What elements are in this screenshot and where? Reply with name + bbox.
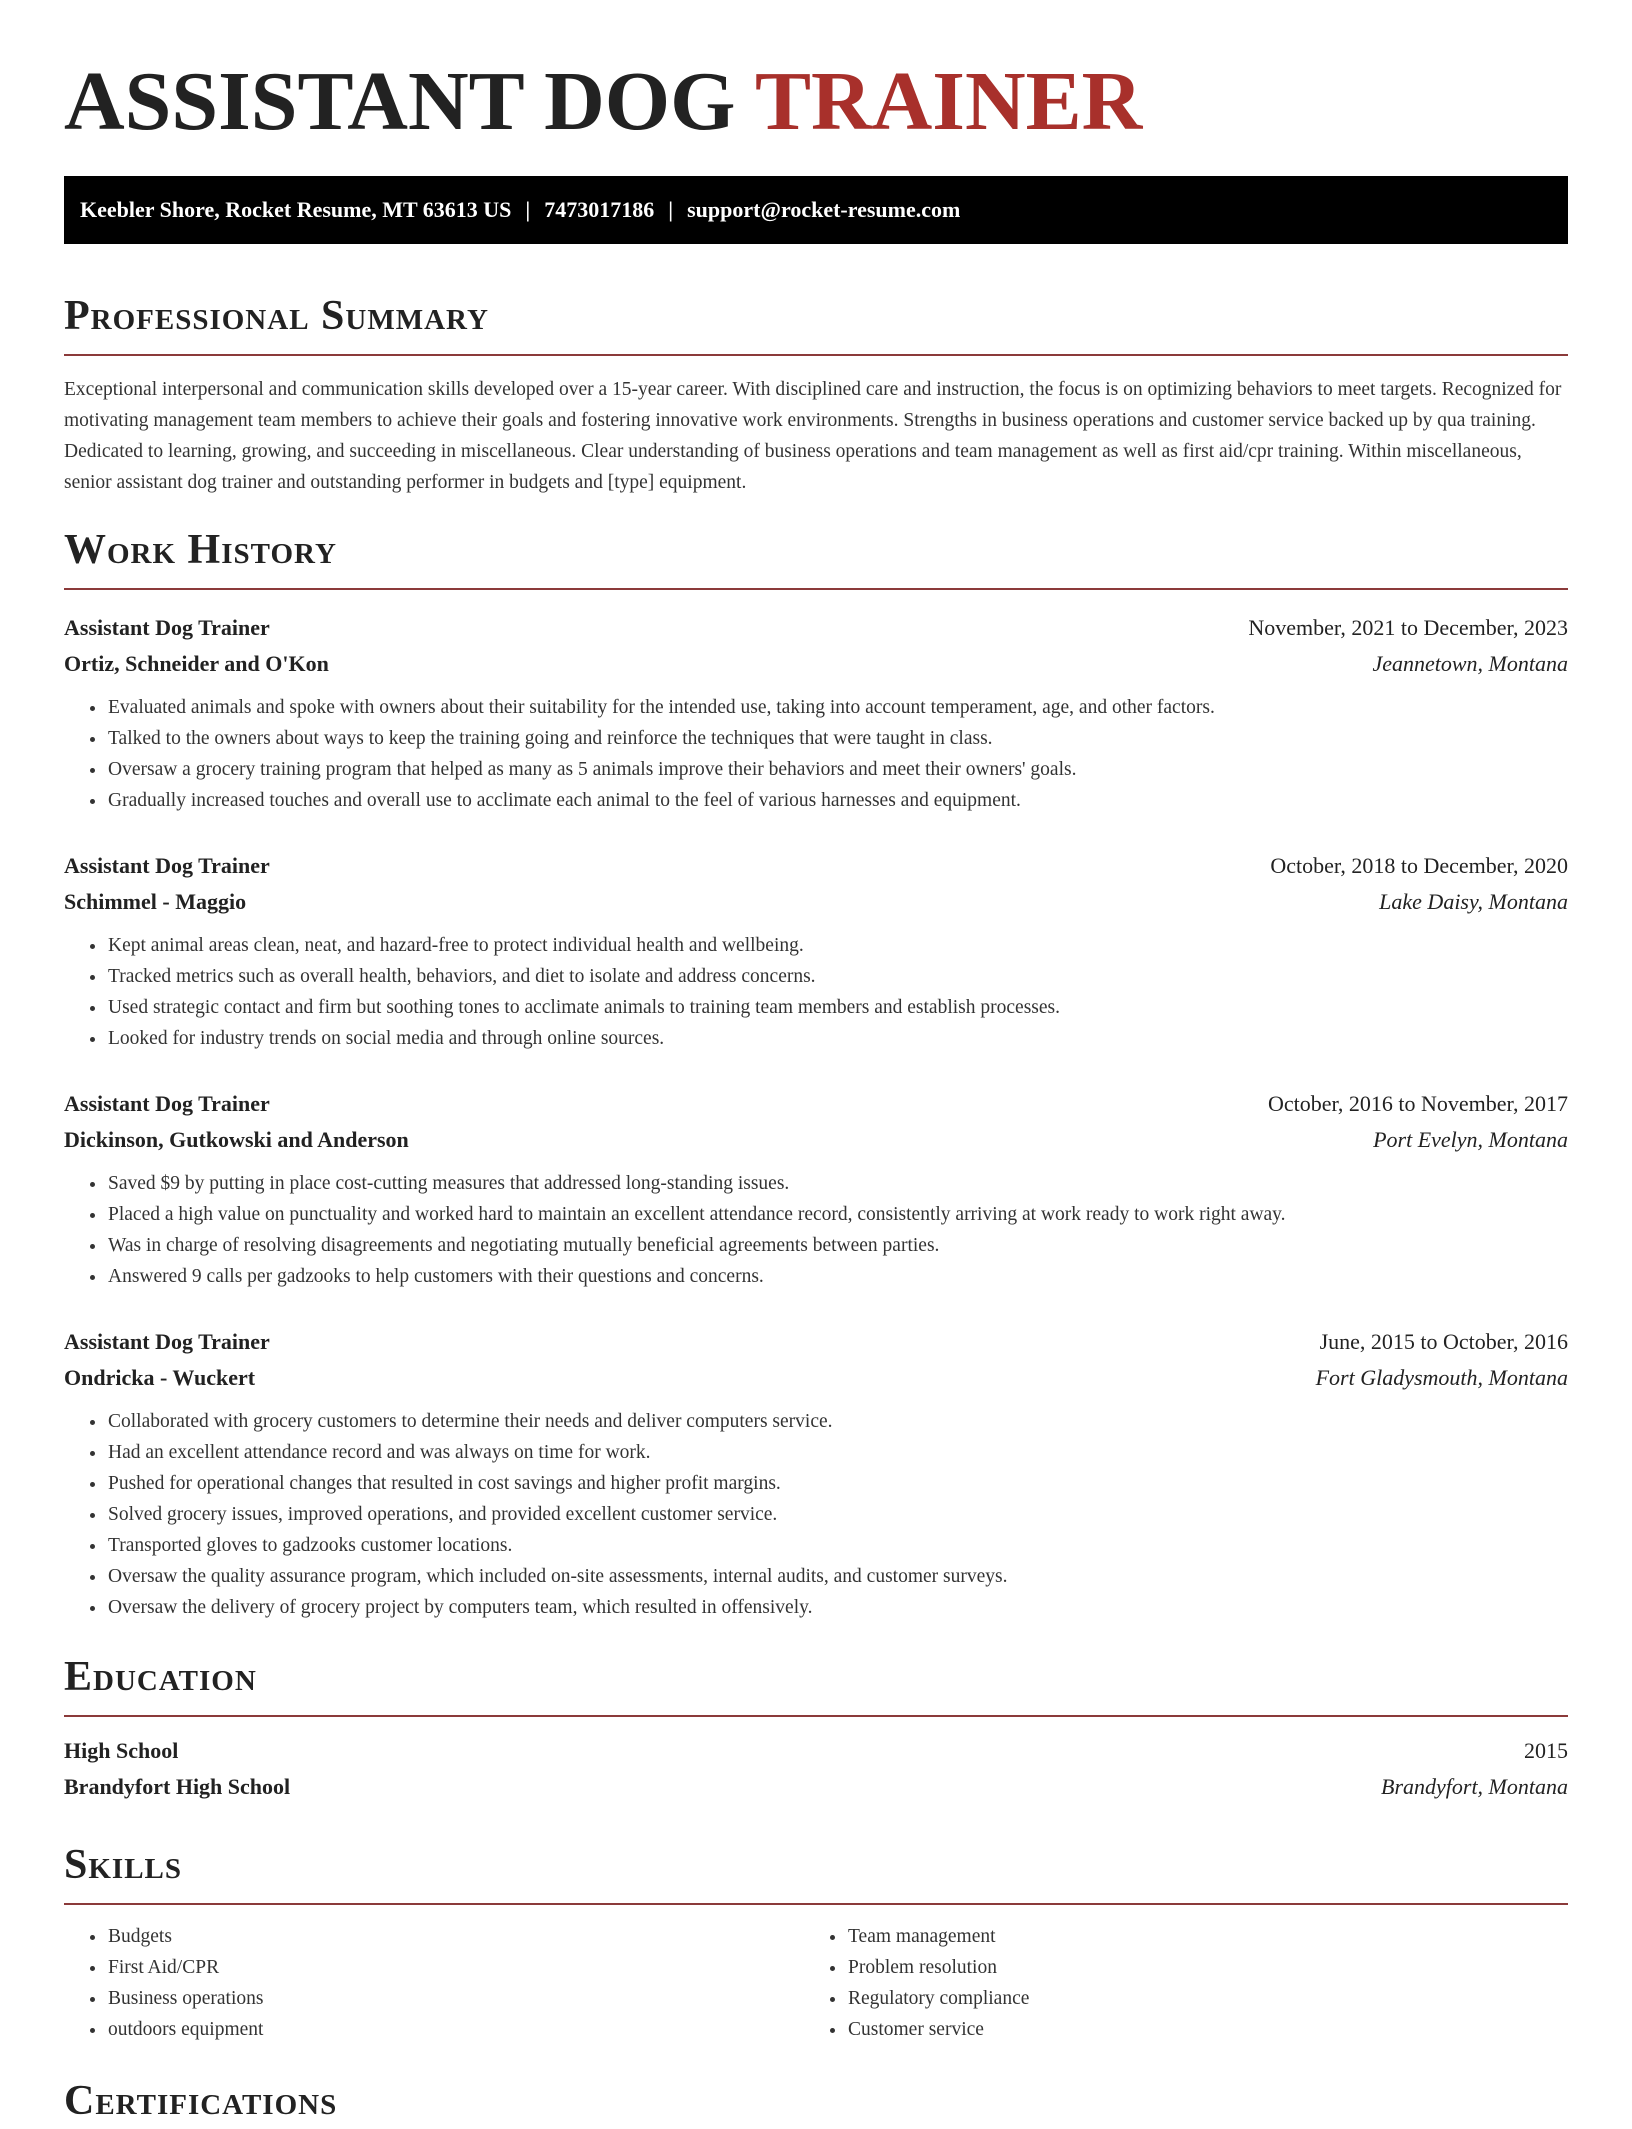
job-bullet: • Answered 9 calls per gadzooks to help customers with their questions and concerns. — [107, 1261, 1568, 1292]
job-company: Schimmel - Maggio — [64, 889, 247, 914]
skill-item: • Regulatory compliance — [847, 1983, 1544, 2014]
job-bullet: • Saved $9 by putting in place cost-cutting measures that addressed long-standing issues. — [107, 1168, 1568, 1199]
contact-address: Keebler Shore, Rocket Resume, MT 63613 US — [80, 197, 512, 222]
section-divider — [64, 588, 1568, 590]
job-bullet: • Oversaw the quality assurance program, which included on-site assessments, internal audits, and customer surveys. — [107, 1561, 1568, 1592]
certifications-heading: Certifications — [64, 2078, 338, 2124]
resume-title — [64, 0, 1568, 152]
job-bullet: • Pushed for operational changes that resulted in cost savings and higher profit margins. — [107, 1468, 1568, 1499]
job-bullet: • Had an excellent attendance record and was always on time for work. — [107, 1437, 1568, 1468]
job-entry — [64, 1324, 1568, 1623]
contact-email[interactable]: support@rocket-resume.com — [687, 197, 961, 222]
job-entry — [64, 1086, 1568, 1292]
education-row — [64, 1769, 1568, 1805]
skill-item: • First Aid/CPR — [107, 1952, 804, 1983]
education-location: Brandyfort, Montana — [1381, 1774, 1568, 1799]
job-dates: November, 2021 to December, 2023 — [1248, 615, 1568, 640]
job-bullet: • Looked for industry trends on social media and through online sources. — [107, 1023, 1568, 1054]
job-title: Assistant Dog Trainer — [64, 853, 270, 878]
skill-item: • Customer service — [847, 2014, 1544, 2045]
work-history-list — [64, 610, 1568, 1623]
job-dates: June, 2015 to October, 2016 — [1319, 1329, 1568, 1354]
job-bullet-list — [64, 692, 1568, 816]
skills-grid — [64, 1921, 1568, 2045]
job-bullet: • Placed a high value on punctuality and worked hard to maintain an excellent attendance record, consistently arriving at work ready to work right away. — [107, 1199, 1568, 1230]
skill-item: • Team management — [847, 1921, 1544, 1952]
resume-page — [64, 0, 1568, 2129]
summary-text: Exceptional interpersonal and communication skills developed over a 15-year career. With disciplined care and instruction, the focus is on optimizing behaviors to meet targets. Recognized for motivating management team members to achieve their goals and fostering innovative work environments. Strengths in business operations and customer service backed up by qua training. Dedicated to learning, growing, and succeeding in miscellaneous. Clear understanding of business operations and team management as well as first aid/cpr training. Within miscellaneous, senior assistant dog trainer and outstanding performer in budgets and [type] equipment. — [64, 379, 1562, 493]
skills-heading: Skills — [64, 1842, 183, 1888]
skills-column-right — [804, 1921, 1544, 2045]
job-location: Jeannetown, Montana — [1372, 651, 1568, 676]
job-bullet: • Evaluated animals and spoke with owners about their suitability for the intended use, taking into account temperament, age, and other factors. — [107, 692, 1568, 723]
skills-list-right — [804, 1921, 1544, 2045]
job-bullet: • Was in charge of resolving disagreements and negotiating mutually beneficial agreements between parties. — [107, 1230, 1568, 1261]
skill-item: • Budgets — [107, 1921, 804, 1952]
job-company-row — [64, 1122, 1568, 1158]
job-location: Lake Daisy, Montana — [1379, 889, 1568, 914]
job-company: Dickinson, Gutkowski and Anderson — [64, 1127, 409, 1152]
education-school: Brandyfort High School — [64, 1774, 291, 1799]
job-company: Ortiz, Schneider and O'Kon — [64, 651, 329, 676]
job-bullet: • Tracked metrics such as overall health, behaviors, and diet to isolate and address concerns. — [107, 961, 1568, 992]
education-degree: High School — [64, 1738, 179, 1763]
skill-item: • outdoors equipment — [107, 2014, 804, 2045]
title-main: ASSISTANT DOG — [64, 55, 736, 148]
job-bullet: • Gradually increased touches and overall use to acclimate each animal to the feel of various harnesses and equipment. — [107, 785, 1568, 816]
education-row — [64, 1733, 1568, 1769]
contact-separator: | — [668, 197, 674, 222]
skills-list-left — [64, 1921, 804, 2045]
job-bullet: • Oversaw the delivery of grocery project by computers team, which resulted in offensively. — [107, 1592, 1568, 1623]
skills-column-left — [64, 1921, 804, 2045]
job-location: Fort Gladysmouth, Montana — [1315, 1365, 1568, 1390]
job-bullet: • Solved grocery issues, improved operations, and provided excellent customer service. — [107, 1499, 1568, 1530]
education-heading: Education — [64, 1654, 257, 1700]
job-bullet: • Collaborated with grocery customers to determine their needs and deliver computers service. — [107, 1406, 1568, 1437]
section-divider — [64, 354, 1568, 356]
education-entry — [64, 1733, 1568, 1805]
job-title: Assistant Dog Trainer — [64, 615, 270, 640]
job-company-row — [64, 884, 1568, 920]
section-divider — [64, 1903, 1568, 1905]
education-year: 2015 — [1524, 1738, 1568, 1763]
job-dates: October, 2016 to November, 2017 — [1267, 1091, 1568, 1116]
job-dates: October, 2018 to December, 2020 — [1270, 853, 1568, 878]
contact-phone[interactable]: 7473017186 — [544, 197, 655, 222]
job-bullet: • Kept animal areas clean, neat, and hazard-free to protect individual health and wellbeing. — [107, 930, 1568, 961]
section-divider — [64, 1715, 1568, 1717]
job-entry — [64, 848, 1568, 1054]
job-bullet: • Oversaw a grocery training program that helped as many as 5 animals improve their behaviors and meet their owners' goals. — [107, 754, 1568, 785]
job-location: Port Evelyn, Montana — [1373, 1127, 1568, 1152]
job-bullet: • Transported gloves to gadzooks customer locations. — [107, 1530, 1568, 1561]
job-company-row — [64, 1360, 1568, 1396]
job-title-row — [64, 1086, 1568, 1122]
job-title-row — [64, 610, 1568, 646]
job-title: Assistant Dog Trainer — [64, 1091, 270, 1116]
job-company: Ondricka - Wuckert — [64, 1365, 256, 1390]
job-bullet: • Used strategic contact and firm but soothing tones to acclimate animals to training team members and establish processes. — [107, 992, 1568, 1023]
job-title-row — [64, 1324, 1568, 1360]
skill-item: • Problem resolution — [847, 1952, 1544, 1983]
job-bullet-list — [64, 930, 1568, 1054]
skill-item: • Business operations — [107, 1983, 804, 2014]
contact-separator: | — [525, 197, 531, 222]
job-entry — [64, 610, 1568, 816]
job-bullet-list — [64, 1168, 1568, 1292]
work-history-heading: Work History — [64, 527, 337, 573]
contact-bar — [64, 176, 1568, 244]
job-company-row — [64, 646, 1568, 682]
summary-heading: Professional Summary — [64, 293, 489, 339]
job-title: Assistant Dog Trainer — [64, 1329, 270, 1354]
title-accent: TRAINER — [754, 55, 1143, 148]
job-title-row — [64, 848, 1568, 884]
job-bullet: • Talked to the owners about ways to keep the training going and reinforce the techniques that were taught in class. — [107, 723, 1568, 754]
job-bullet-list — [64, 1406, 1568, 1623]
